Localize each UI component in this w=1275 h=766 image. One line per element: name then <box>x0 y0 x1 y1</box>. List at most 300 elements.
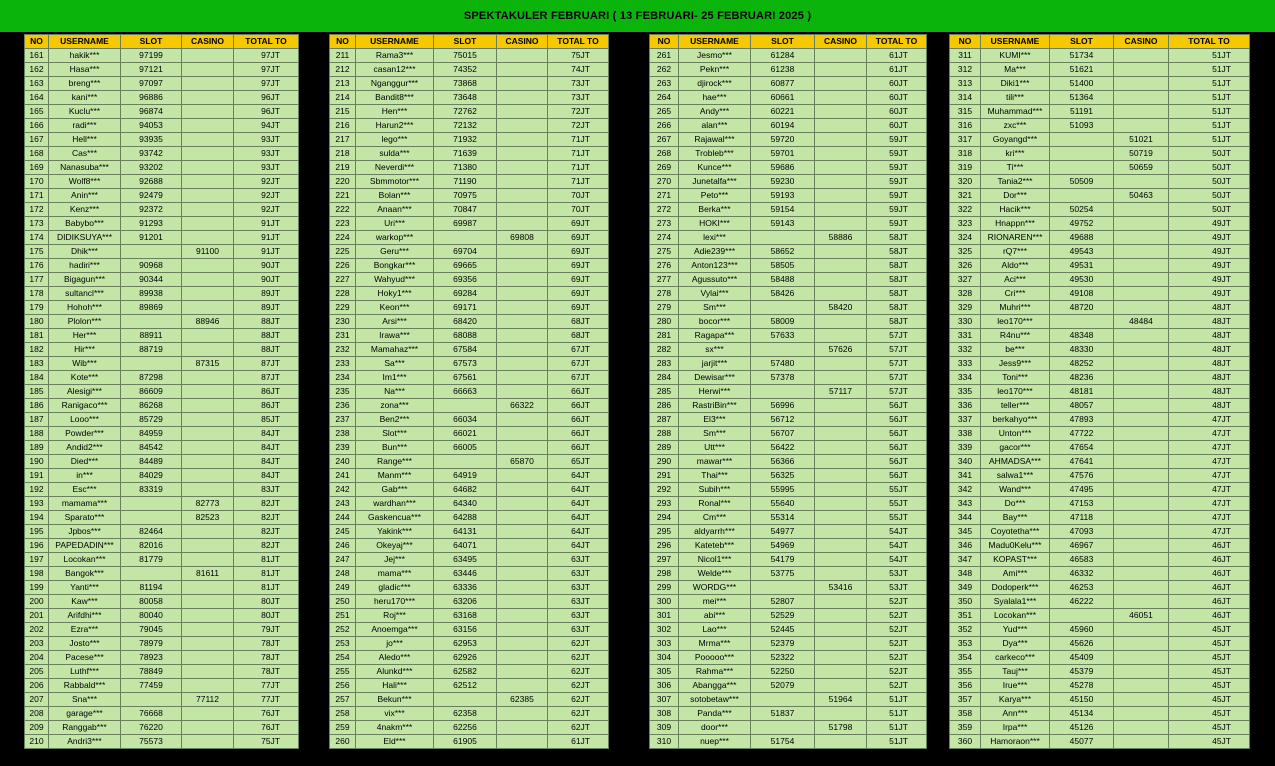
slot-cell: 96874 <box>121 105 182 119</box>
username-cell: Cm*** <box>679 511 751 525</box>
slot-cell: 64071 <box>434 539 497 553</box>
rank-cell: 322 <box>950 203 981 217</box>
username-cell: Babybo*** <box>49 217 121 231</box>
total-to-cell: 45JT <box>1169 637 1250 651</box>
username-cell: Andri3*** <box>49 735 121 749</box>
slot-cell: 46967 <box>1050 539 1114 553</box>
table-row <box>25 357 299 371</box>
rank-cell: 271 <box>650 189 679 203</box>
slot-cell: 67561 <box>434 371 497 385</box>
casino-cell <box>815 161 867 175</box>
rank-cell: 170 <box>25 175 49 189</box>
slot-cell: 61905 <box>434 735 497 749</box>
table-row <box>330 189 609 203</box>
total-to-cell: 59JT <box>867 161 927 175</box>
total-to-cell: 52JT <box>867 651 927 665</box>
rank-cell: 233 <box>330 357 356 371</box>
table-row <box>950 441 1250 455</box>
rank-cell: 213 <box>330 77 356 91</box>
total-to-cell: 63JT <box>548 623 609 637</box>
total-to-cell: 82JT <box>234 497 299 511</box>
slot-cell: 60661 <box>751 91 815 105</box>
rank-cell: 309 <box>650 721 679 735</box>
casino-cell <box>497 707 548 721</box>
slot-cell <box>121 511 182 525</box>
leaderboard-table-4 <box>949 34 1250 749</box>
table-row <box>330 259 609 273</box>
total-to-cell: 66JT <box>548 441 609 455</box>
casino-cell <box>497 539 548 553</box>
total-to-cell: 60JT <box>867 119 927 133</box>
total-to-cell: 49JT <box>1169 231 1250 245</box>
slot-cell: 56325 <box>751 469 815 483</box>
rank-cell: 234 <box>330 371 356 385</box>
table-row <box>650 119 927 133</box>
table-row <box>330 637 609 651</box>
rank-cell: 285 <box>650 385 679 399</box>
rank-cell: 277 <box>650 273 679 287</box>
rank-cell: 282 <box>650 343 679 357</box>
rank-cell: 264 <box>650 91 679 105</box>
casino-cell <box>497 217 548 231</box>
slot-cell: 48057 <box>1050 399 1114 413</box>
total-to-cell: 75JT <box>548 49 609 63</box>
rank-cell: 335 <box>950 385 981 399</box>
table-row <box>330 525 609 539</box>
rank-cell: 189 <box>25 441 49 455</box>
username-cell: Range*** <box>356 455 434 469</box>
rank-cell: 344 <box>950 511 981 525</box>
username-cell: KOPAST*** <box>981 553 1050 567</box>
casino-cell: 58420 <box>815 301 867 315</box>
casino-cell: 50719 <box>1114 147 1169 161</box>
slot-cell: 71380 <box>434 161 497 175</box>
total-to-cell: 47JT <box>1169 497 1250 511</box>
slot-cell <box>751 301 815 315</box>
total-to-cell: 54JT <box>867 539 927 553</box>
username-cell: Cas*** <box>49 147 121 161</box>
casino-cell <box>497 105 548 119</box>
rank-cell: 235 <box>330 385 356 399</box>
username-cell: El3*** <box>679 413 751 427</box>
rank-cell: 206 <box>25 679 49 693</box>
slot-cell: 93935 <box>121 133 182 147</box>
table-row <box>950 679 1250 693</box>
slot-cell: 61238 <box>751 63 815 77</box>
slot-cell: 93742 <box>121 147 182 161</box>
slot-cell: 63206 <box>434 595 497 609</box>
rank-cell: 294 <box>650 511 679 525</box>
username-cell: Yakink*** <box>356 525 434 539</box>
slot-cell: 63495 <box>434 553 497 567</box>
slot-cell <box>1050 315 1114 329</box>
total-to-cell: 66JT <box>548 399 609 413</box>
table-row <box>650 455 927 469</box>
table-row <box>25 567 299 581</box>
rank-cell: 196 <box>25 539 49 553</box>
slot-cell <box>121 357 182 371</box>
username-cell: Nganggur*** <box>356 77 434 91</box>
total-to-cell: 49JT <box>1169 217 1250 231</box>
username-cell: salwa1*** <box>981 469 1050 483</box>
rank-cell: 164 <box>25 91 49 105</box>
slot-cell: 89869 <box>121 301 182 315</box>
username-header: USERNAME <box>49 35 121 49</box>
rank-cell: 174 <box>25 231 49 245</box>
casino-cell <box>1114 455 1169 469</box>
slot-cell <box>1050 189 1114 203</box>
table-row <box>330 441 609 455</box>
table-row <box>25 497 299 511</box>
rank-cell: 238 <box>330 427 356 441</box>
username-cell: Coyotetha*** <box>981 525 1050 539</box>
table-row <box>950 119 1250 133</box>
rank-cell: 186 <box>25 399 49 413</box>
total-to-cell: 58JT <box>867 259 927 273</box>
slot-cell: 94053 <box>121 119 182 133</box>
table-row <box>650 693 927 707</box>
slot-cell: 58652 <box>751 245 815 259</box>
total-to-cell: 46JT <box>1169 553 1250 567</box>
slot-cell: 63156 <box>434 623 497 637</box>
table-row <box>950 273 1250 287</box>
table-row <box>25 413 299 427</box>
total-to-cell: 56JT <box>867 441 927 455</box>
slot-cell: 45134 <box>1050 707 1114 721</box>
total-to-cell: 46JT <box>1169 539 1250 553</box>
casino-cell <box>1114 287 1169 301</box>
username-cell: Gab*** <box>356 483 434 497</box>
leaderboard-table-3 <box>649 34 927 749</box>
total-to-header: TOTAL TO <box>548 35 609 49</box>
total-to-cell: 92JT <box>234 189 299 203</box>
rank-cell: 333 <box>950 357 981 371</box>
slot-cell: 63446 <box>434 567 497 581</box>
total-to-cell: 50JT <box>1169 147 1250 161</box>
casino-cell <box>497 273 548 287</box>
slot-cell: 56707 <box>751 427 815 441</box>
casino-cell <box>1114 469 1169 483</box>
total-to-cell: 86JT <box>234 399 299 413</box>
username-cell: heru170*** <box>356 595 434 609</box>
casino-cell <box>497 147 548 161</box>
table-row <box>950 637 1250 651</box>
casino-cell <box>182 385 234 399</box>
casino-header: CASINO <box>1114 35 1169 49</box>
casino-cell <box>1114 343 1169 357</box>
table-row <box>25 231 299 245</box>
username-cell: Sm*** <box>679 427 751 441</box>
total-to-cell: 62JT <box>548 693 609 707</box>
table-row <box>950 609 1250 623</box>
total-to-cell: 64JT <box>548 469 609 483</box>
slot-cell <box>121 315 182 329</box>
slot-cell: 45409 <box>1050 651 1114 665</box>
username-cell: radi*** <box>49 119 121 133</box>
total-to-cell: 57JT <box>867 329 927 343</box>
username-cell: Okeyaj*** <box>356 539 434 553</box>
page-title: SPEKTAKULER FEBRUARI ( 13 FEBRUARI- 25 FEBRUARI 2025 ) <box>463 10 812 22</box>
username-cell: Wahyud*** <box>356 273 434 287</box>
rank-cell: 341 <box>950 469 981 483</box>
casino-cell <box>182 609 234 623</box>
table-row <box>650 385 927 399</box>
username-cell: Anaan*** <box>356 203 434 217</box>
table-row <box>950 105 1250 119</box>
total-to-cell: 46JT <box>1169 581 1250 595</box>
casino-cell <box>182 469 234 483</box>
username-cell: carkeco*** <box>981 651 1050 665</box>
slot-cell: 54977 <box>751 525 815 539</box>
casino-cell <box>1114 385 1169 399</box>
total-to-cell: 65JT <box>548 455 609 469</box>
casino-cell <box>1114 665 1169 679</box>
slot-cell <box>751 343 815 357</box>
casino-cell <box>497 329 548 343</box>
rank-cell: 250 <box>330 595 356 609</box>
slot-cell: 60877 <box>751 77 815 91</box>
table-row <box>25 651 299 665</box>
total-to-cell: 84JT <box>234 469 299 483</box>
username-cell: Locokan*** <box>981 609 1050 623</box>
no-header: NO <box>25 35 49 49</box>
casino-cell: 66322 <box>497 399 548 413</box>
table-row <box>650 273 927 287</box>
rank-cell: 172 <box>25 203 49 217</box>
table-row <box>25 553 299 567</box>
total-to-cell: 55JT <box>867 483 927 497</box>
table-row <box>25 175 299 189</box>
total-to-cell: 52JT <box>867 623 927 637</box>
slot-cell <box>1050 609 1114 623</box>
table-row <box>330 357 609 371</box>
casino-cell: 77112 <box>182 693 234 707</box>
table-row <box>650 609 927 623</box>
table-row <box>25 595 299 609</box>
casino-cell <box>815 371 867 385</box>
username-cell: Dodoperk*** <box>981 581 1050 595</box>
table-row <box>25 609 299 623</box>
username-cell: Pacese*** <box>49 651 121 665</box>
username-cell: Yanti*** <box>49 581 121 595</box>
table-row <box>25 49 299 63</box>
total-to-cell: 51JT <box>1169 77 1250 91</box>
table-row <box>25 315 299 329</box>
rank-cell: 310 <box>650 735 679 749</box>
table-row <box>25 189 299 203</box>
username-cell: Wand*** <box>981 483 1050 497</box>
casino-cell <box>497 371 548 385</box>
username-cell: Irpa*** <box>981 721 1050 735</box>
username-cell: Muhammad*** <box>981 105 1050 119</box>
username-cell: Pooooo*** <box>679 651 751 665</box>
slot-cell <box>121 497 182 511</box>
total-to-cell: 51JT <box>867 693 927 707</box>
rank-cell: 295 <box>650 525 679 539</box>
table-row <box>650 539 927 553</box>
total-to-cell: 67JT <box>548 357 609 371</box>
casino-cell <box>815 399 867 413</box>
slot-cell: 75573 <box>121 735 182 749</box>
username-cell: Do*** <box>981 497 1050 511</box>
username-cell: Ronal*** <box>679 497 751 511</box>
rank-cell: 218 <box>330 147 356 161</box>
slot-cell: 59193 <box>751 189 815 203</box>
casino-cell <box>815 189 867 203</box>
total-to-cell: 55JT <box>867 511 927 525</box>
slot-cell: 62358 <box>434 707 497 721</box>
table-row <box>330 497 609 511</box>
total-to-header: TOTAL TO <box>1169 35 1250 49</box>
table-row <box>650 427 927 441</box>
table-row <box>330 539 609 553</box>
slot-cell: 64131 <box>434 525 497 539</box>
slot-cell: 68088 <box>434 329 497 343</box>
rank-cell: 217 <box>330 133 356 147</box>
rank-cell: 326 <box>950 259 981 273</box>
rank-cell: 318 <box>950 147 981 161</box>
casino-cell <box>497 357 548 371</box>
table-row <box>25 329 299 343</box>
username-cell: vix*** <box>356 707 434 721</box>
rank-cell: 180 <box>25 315 49 329</box>
slot-cell: 88719 <box>121 343 182 357</box>
username-cell: teller*** <box>981 399 1050 413</box>
rank-cell: 229 <box>330 301 356 315</box>
casino-cell: 53416 <box>815 581 867 595</box>
casino-cell: 65870 <box>497 455 548 469</box>
table-row <box>950 189 1250 203</box>
casino-cell: 48484 <box>1114 315 1169 329</box>
rank-cell: 179 <box>25 301 49 315</box>
username-cell: mama*** <box>356 567 434 581</box>
table-row <box>650 399 927 413</box>
rank-cell: 182 <box>25 343 49 357</box>
no-header: NO <box>650 35 679 49</box>
total-to-cell: 85JT <box>234 413 299 427</box>
slot-cell: 66663 <box>434 385 497 399</box>
slot-cell: 63336 <box>434 581 497 595</box>
slot-cell: 76668 <box>121 707 182 721</box>
slot-cell: 69171 <box>434 301 497 315</box>
casino-cell <box>1114 735 1169 749</box>
slot-cell: 49108 <box>1050 287 1114 301</box>
casino-cell <box>815 147 867 161</box>
rank-cell: 319 <box>950 161 981 175</box>
casino-cell <box>497 343 548 357</box>
username-cell: leo170*** <box>981 315 1050 329</box>
table-row <box>650 357 927 371</box>
username-cell: Aledo*** <box>356 651 434 665</box>
total-to-cell: 81JT <box>234 581 299 595</box>
username-cell: Sna*** <box>49 693 121 707</box>
table-row <box>650 707 927 721</box>
casino-cell: 88946 <box>182 315 234 329</box>
table-row <box>330 301 609 315</box>
slot-cell: 46332 <box>1050 567 1114 581</box>
casino-cell <box>1114 441 1169 455</box>
casino-cell <box>182 637 234 651</box>
table-row <box>650 511 927 525</box>
username-cell: Aci*** <box>981 273 1050 287</box>
slot-cell: 47576 <box>1050 469 1114 483</box>
casino-cell <box>815 665 867 679</box>
total-to-cell: 69JT <box>548 217 609 231</box>
slot-cell <box>434 231 497 245</box>
slot-cell: 59154 <box>751 203 815 217</box>
rank-cell: 220 <box>330 175 356 189</box>
casino-cell <box>815 427 867 441</box>
username-cell: Ami*** <box>981 567 1050 581</box>
rank-cell: 228 <box>330 287 356 301</box>
casino-cell <box>182 91 234 105</box>
table-row <box>950 707 1250 721</box>
username-cell: Aldo*** <box>981 259 1050 273</box>
table-row <box>330 343 609 357</box>
total-to-cell: 60JT <box>867 77 927 91</box>
slot-cell: 64340 <box>434 497 497 511</box>
username-cell: gacor*** <box>981 441 1050 455</box>
total-to-cell: 80JT <box>234 609 299 623</box>
total-to-cell: 52JT <box>867 609 927 623</box>
username-cell: Bandit8*** <box>356 91 434 105</box>
casino-cell: 87315 <box>182 357 234 371</box>
casino-cell <box>1114 329 1169 343</box>
casino-cell <box>182 413 234 427</box>
table-row <box>25 399 299 413</box>
slot-cell: 71639 <box>434 147 497 161</box>
total-to-cell: 59JT <box>867 189 927 203</box>
username-cell: Junetalfa*** <box>679 175 751 189</box>
table-row <box>330 315 609 329</box>
slot-cell: 47495 <box>1050 483 1114 497</box>
total-to-cell: 52JT <box>867 595 927 609</box>
slot-cell: 91293 <box>121 217 182 231</box>
total-to-cell: 86JT <box>234 385 299 399</box>
username-cell: Cri*** <box>981 287 1050 301</box>
slot-cell: 56712 <box>751 413 815 427</box>
casino-cell <box>1114 637 1169 651</box>
slot-cell: 59701 <box>751 147 815 161</box>
casino-cell <box>815 553 867 567</box>
rank-cell: 297 <box>650 553 679 567</box>
username-cell: Tania2*** <box>981 175 1050 189</box>
slot-cell: 62582 <box>434 665 497 679</box>
slot-cell: 45077 <box>1050 735 1114 749</box>
casino-cell: 91100 <box>182 245 234 259</box>
rank-cell: 204 <box>25 651 49 665</box>
username-cell: jo*** <box>356 637 434 651</box>
table-row <box>25 203 299 217</box>
username-cell: tili*** <box>981 91 1050 105</box>
table-row <box>650 497 927 511</box>
username-cell: Nicol1*** <box>679 553 751 567</box>
casino-cell <box>815 119 867 133</box>
casino-cell <box>497 553 548 567</box>
username-cell: PAPEDADIN*** <box>49 539 121 553</box>
table-row <box>25 63 299 77</box>
username-cell: Madu0Kelu*** <box>981 539 1050 553</box>
total-to-cell: 59JT <box>867 203 927 217</box>
rank-cell: 231 <box>330 329 356 343</box>
rank-cell: 175 <box>25 245 49 259</box>
slot-cell: 51364 <box>1050 91 1114 105</box>
username-cell: Andy*** <box>679 105 751 119</box>
rank-cell: 351 <box>950 609 981 623</box>
username-cell: sx*** <box>679 343 751 357</box>
rank-cell: 208 <box>25 707 49 721</box>
username-cell: djirock*** <box>679 77 751 91</box>
